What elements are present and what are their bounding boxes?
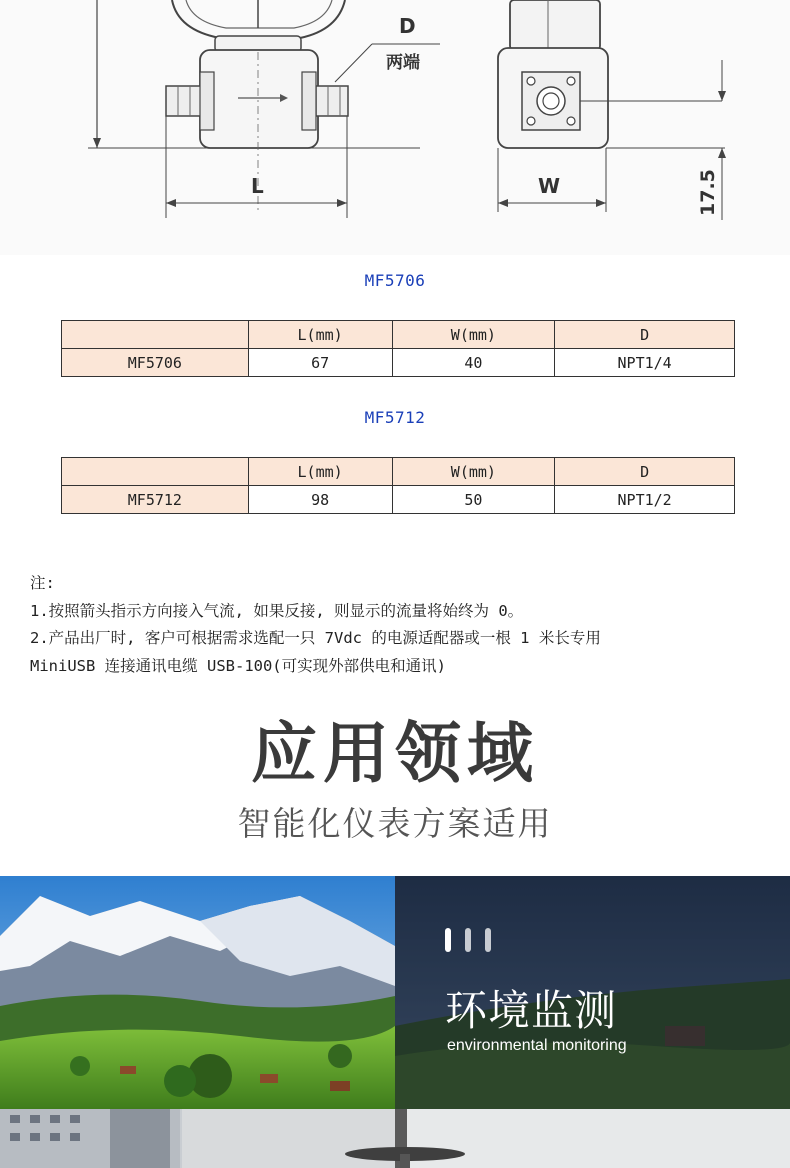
instrument-cap-shape: [340, 1140, 470, 1168]
header-cell: D: [555, 321, 735, 349]
header-cell: D: [555, 458, 735, 486]
overlay-title: 环境监测: [445, 986, 618, 1035]
table-header-row: [62, 321, 735, 349]
note-line-1: 1.按照箭头指示方向接入气流, 如果反接, 则显示的流量将始终为 0。: [30, 601, 524, 620]
header-cell: L(mm): [248, 458, 392, 486]
label-both-ends: 两端: [386, 53, 420, 73]
building-image: [0, 1109, 395, 1168]
label-height-17-5: 17.5: [697, 169, 719, 216]
carousel-indicator[interactable]: [445, 928, 491, 952]
table-header-row: [62, 458, 735, 486]
mountain-landscape-image: [0, 876, 395, 1109]
header-cell: L(mm): [248, 321, 392, 349]
header-cell: W(mm): [392, 458, 555, 486]
length-cell: 67: [248, 349, 392, 377]
carousel-dot[interactable]: [445, 928, 451, 952]
thread-cell: NPT1/2: [555, 486, 735, 514]
table-row: [62, 349, 735, 377]
label-d: D: [399, 14, 416, 38]
carousel-dot[interactable]: [465, 928, 471, 952]
notes-heading: 注:: [30, 574, 55, 592]
spec-table-mf5712: [61, 457, 735, 514]
model-cell: MF5706: [62, 349, 249, 377]
application-title: 应用领域: [251, 714, 539, 792]
carousel-dot[interactable]: [485, 928, 491, 952]
model-title-mf5706: MF5706: [364, 271, 426, 290]
spec-table-mf5706: [61, 320, 735, 377]
note-line-2: 2.产品出厂时, 客户可根据需求选配一只 7Vdc 的电源适配器或一根 1 米长专用: [30, 629, 601, 647]
width-cell: 40: [392, 349, 555, 377]
application-subtitle: 智能化仪表方案适用: [237, 804, 553, 843]
model-cell: MF5712: [62, 486, 249, 514]
note-line-3: MiniUSB 连接通讯电缆 USB-100(可实现外部供电和通讯): [30, 656, 446, 675]
length-cell: 98: [248, 486, 392, 514]
label-w: W: [538, 174, 561, 198]
flow-meter-outline-drawing: [0, 0, 790, 255]
width-cell: 50: [392, 486, 555, 514]
label-l: L: [251, 174, 264, 198]
notes-section: [30, 570, 780, 680]
model-title-mf5712: MF5712: [364, 408, 426, 427]
table-row: [62, 486, 735, 514]
thread-cell: NPT1/4: [555, 349, 735, 377]
header-cell: [62, 458, 249, 486]
header-cell: [62, 321, 249, 349]
overlay-subtitle: environmental monitoring: [447, 1037, 627, 1054]
header-cell: W(mm): [392, 321, 555, 349]
technical-drawing: [0, 0, 790, 255]
